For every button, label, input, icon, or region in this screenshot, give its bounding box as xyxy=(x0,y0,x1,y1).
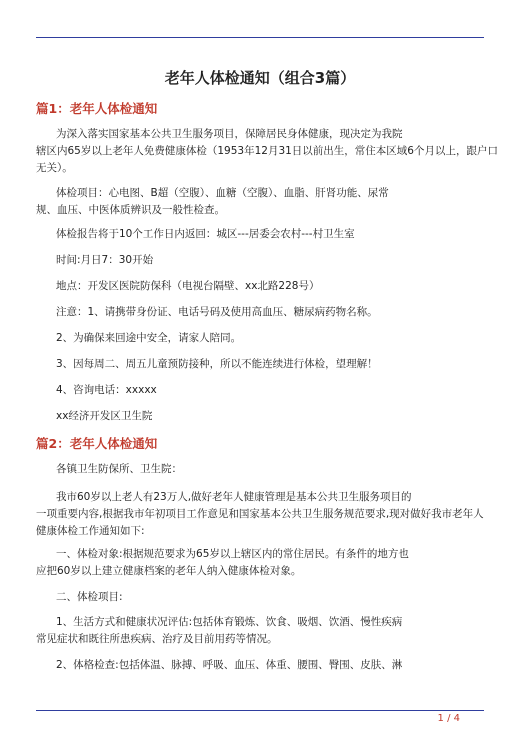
section1-time: 时间:月日7：30开始 xyxy=(56,254,154,266)
section1-intro-line2: 辖区内65岁以上老年人免费健康体检（1953年12月31日以前出生，常住本区域6个月以上，跟户口 xyxy=(36,145,498,157)
page-number: 1 / 4 xyxy=(437,713,460,724)
section1-intro xyxy=(36,126,498,177)
section1-note1: 注意：1、请携带身份证、电话号码及使用高血压、糖尿病药物名称。 xyxy=(56,306,378,318)
section1-place: 地点：开发区医院防保科（电视台隔壁、xx北路228号） xyxy=(56,280,320,292)
section2-item1-line1: 1、生活方式和健康状况评估:包括体育锻炼、饮食、吸烟、饮酒、慢性疾病 xyxy=(56,616,403,628)
section1-note4: 4、咨询电话：xxxxx xyxy=(56,384,157,396)
section2-para1-line2: 一项重要内容,根据我市年初项目工作意见和国家基本公共卫生服务规范要求,现对做好我市老年人 xyxy=(36,508,484,520)
section2-para1-line1: 我市60岁以上老人有23万人,做好老年人健康管理是基本公共卫生服务项目的 xyxy=(56,491,412,503)
section1-report: 体检报告将于10个工作日内返回：城区---居委会农村---村卫生室 xyxy=(56,228,355,240)
document-title: 老年人体检通知（组合3篇） xyxy=(164,69,356,87)
section1-note3: 3、因每周二、周五儿童预防接种，所以不能连续进行体检，望理解！ xyxy=(56,358,378,370)
header-rule xyxy=(36,37,484,38)
section1-items-line1: 体检项目：心电图、B超（空腹）、血糖（空腹）、血脂、肝肾功能、尿常 xyxy=(56,187,389,199)
section2-para1 xyxy=(36,489,490,540)
section2-item2: 2、体格检查:包括体温、脉搏、呼吸、血压、体重、腰围、臀围、皮肤、淋 xyxy=(56,659,403,671)
section1-intro-line3: 无关）。 xyxy=(36,162,73,174)
section2-object xyxy=(36,546,490,580)
section2-object-line1: 一、体检对象:根据规范要求为65岁以上辖区内的常住居民。有条件的地方也 xyxy=(56,548,409,560)
section2-para1-line3: 健康体检工作通知如下: xyxy=(36,525,145,537)
section1-signature: xx经济开发区卫生院 xyxy=(56,410,153,422)
section2-item1 xyxy=(36,614,490,648)
section2-greeting: 各镇卫生防保所、卫生院： xyxy=(56,463,182,475)
footer-rule xyxy=(36,710,484,711)
section2-heading: 篇2：老年人体检通知 xyxy=(36,436,158,451)
section1-heading: 篇1：老年人体检通知 xyxy=(36,101,158,116)
section1-items-line2: 规、血压、中医体质辨识及一般性检查。 xyxy=(36,204,225,216)
section1-intro-line1: 为深入落实国家基本公共卫生服务项目，保障居民身体健康，现决定为我院 xyxy=(56,128,403,140)
section2-item1-line2: 常见症状和既往所患疾病、治疗及目前用药等情况。 xyxy=(36,633,278,645)
section2-items-heading: 二、体检项目: xyxy=(56,591,123,603)
section1-note2: 2、为确保来回途中安全，请家人陪同。 xyxy=(56,332,242,344)
section1-items xyxy=(36,185,490,219)
section2-object-line2: 应把60岁以上建立健康档案的老年人纳入健康体检对象。 xyxy=(36,565,302,577)
